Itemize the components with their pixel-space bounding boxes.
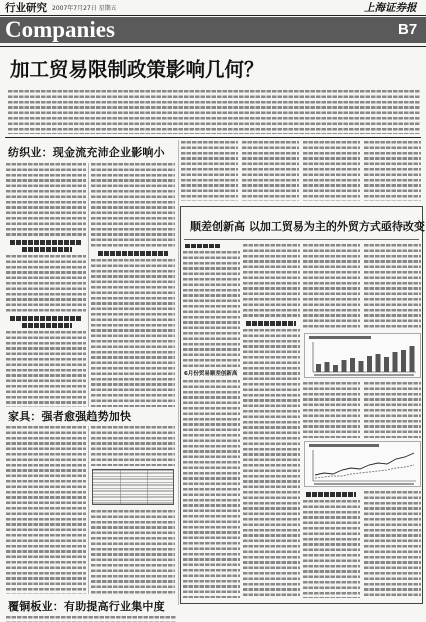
chart-caption-text xyxy=(309,336,371,339)
section-title-furniture: 家具：强者愈强趋势加快 xyxy=(8,410,132,423)
body-text xyxy=(181,141,238,201)
issue-date: 2007年7月27日 星期五 xyxy=(52,5,117,12)
body-text xyxy=(364,491,421,598)
masthead-bottom-rule xyxy=(0,46,426,47)
body-text xyxy=(364,141,421,201)
section-label: 行业研究 xyxy=(5,2,47,14)
chart-frame xyxy=(305,442,421,487)
column-rule xyxy=(178,140,179,605)
subhead-text xyxy=(22,323,72,328)
body-text xyxy=(243,329,300,598)
chart-bar xyxy=(325,362,330,372)
byline-text xyxy=(185,244,221,248)
feature-title-rule xyxy=(184,239,419,240)
chart-bar xyxy=(410,346,415,372)
column-rule xyxy=(88,163,89,407)
newspaper-brand: 上海证券报 xyxy=(364,2,417,14)
subhead-text xyxy=(306,492,356,497)
intro-rule xyxy=(5,137,421,138)
subhead-text xyxy=(246,321,296,326)
body-text xyxy=(364,244,421,330)
body-text xyxy=(6,426,86,594)
chart-bar xyxy=(384,357,389,372)
chart-bar xyxy=(316,364,321,372)
body-text xyxy=(242,141,299,201)
subhead-text xyxy=(10,316,82,321)
headline: 加工贸易限制政策影响几何？ xyxy=(10,58,264,81)
data-table-figure xyxy=(92,469,174,505)
body-text xyxy=(6,331,86,407)
chart-bar xyxy=(367,356,372,372)
subhead-text xyxy=(98,251,168,256)
subhead-text xyxy=(22,247,72,252)
body-text xyxy=(183,251,240,368)
chart-bar xyxy=(376,354,381,372)
chart-bar xyxy=(350,358,355,372)
body-text xyxy=(91,163,175,247)
chart-bar xyxy=(393,352,398,372)
body-text xyxy=(303,244,360,330)
section-title-textile: 纺织业：现金流充沛企业影响小 xyxy=(8,146,165,159)
body-text xyxy=(6,255,86,312)
bar-chart-figure xyxy=(304,333,421,378)
body-text xyxy=(6,163,86,237)
body-text xyxy=(243,244,300,318)
body-text xyxy=(91,259,175,407)
chart-bar xyxy=(342,360,347,372)
chart-axis-text xyxy=(314,483,414,485)
line-chart-figure xyxy=(304,441,421,487)
feature-title: 顺差创新高 以加工贸易为主的外贸方式亟待改变 xyxy=(190,220,425,233)
chart-bar xyxy=(401,350,406,372)
section-title-en: Companies xyxy=(5,17,115,42)
section-title-ccl: 覆铜板业：有助提高行业集中度 xyxy=(8,600,165,613)
chart-bar xyxy=(359,361,364,372)
body-text xyxy=(91,426,175,466)
feature-subhead-june: 6月份贸易顺差创新高 xyxy=(184,371,238,377)
body-text xyxy=(91,510,175,594)
body-text xyxy=(364,382,421,438)
page-number: B7 xyxy=(398,21,418,38)
chart-caption-text xyxy=(309,444,379,447)
body-text xyxy=(183,380,240,598)
chart-bar xyxy=(333,365,338,372)
body-text xyxy=(303,382,360,438)
intro-text xyxy=(8,90,420,134)
body-text xyxy=(6,616,176,622)
column-rule xyxy=(88,426,89,594)
body-text xyxy=(303,500,360,598)
subhead-text xyxy=(10,240,82,245)
chart-axis-text xyxy=(314,374,414,376)
body-text xyxy=(303,141,360,201)
